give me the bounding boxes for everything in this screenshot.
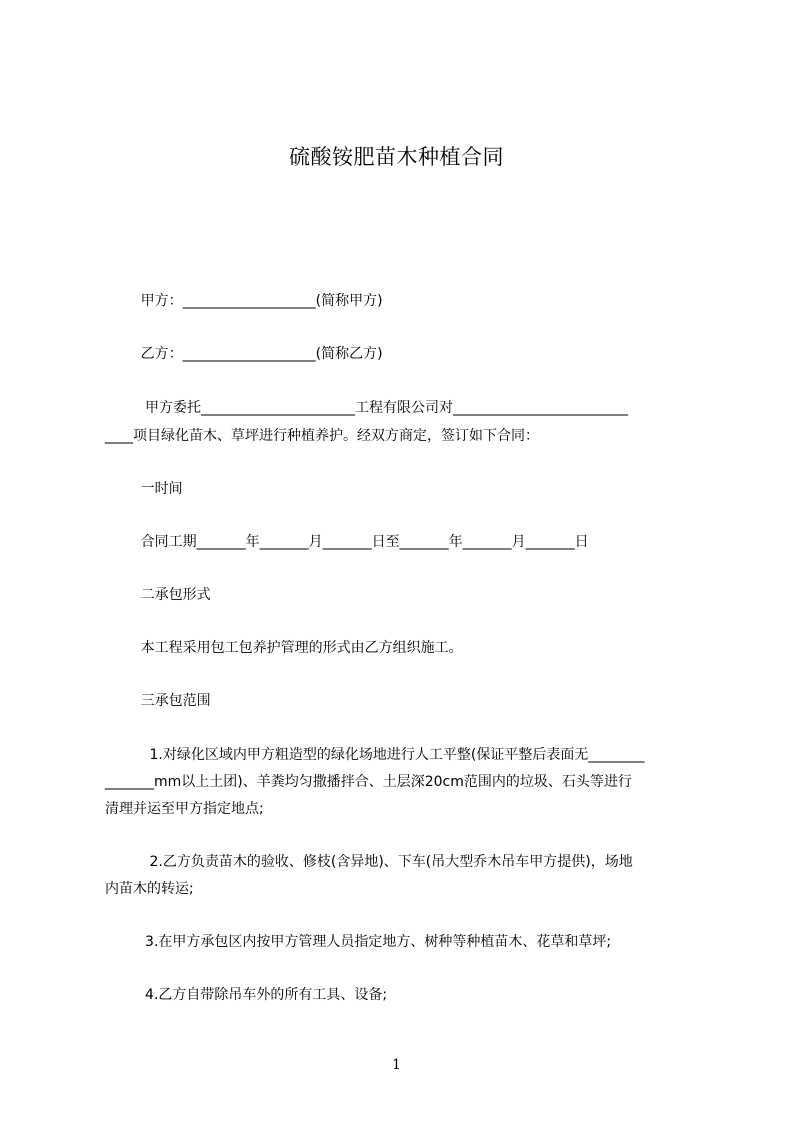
paragraph-line: 本工程采用包工包养护管理的形式由乙方组织施工。 bbox=[105, 640, 463, 656]
paragraph-line: 1.对绿化区域内甲方粗造型的绿化场地进行人工平整(保证平整后表面无________ bbox=[105, 747, 645, 763]
party-b-line: 乙方：___________________(简称乙方) bbox=[105, 346, 383, 362]
paragraph-line: 清理并运至甲方指定地点; bbox=[105, 801, 264, 817]
section-heading: 三承包范围 bbox=[105, 693, 211, 709]
page-number: 1 bbox=[392, 1057, 401, 1073]
paragraph-line: 3.在甲方承包区内按甲方管理人员指定地方、树种等种植苗木、花草和草坪; bbox=[105, 934, 612, 950]
paragraph-line: 内苗木的转运; bbox=[105, 881, 194, 897]
paragraph-line: 2.乙方负责苗木的验收、修枝(含异地)、下车(吊大型乔木吊车甲方提供)，场地 bbox=[105, 854, 633, 870]
paragraph-line: 4.乙方自带除吊车外的所有工具、设备; bbox=[105, 987, 388, 1003]
document-title: 硫酸铵肥苗木种植合同 bbox=[289, 145, 504, 169]
paragraph-line: 合同工期_______年_______月_______日至_______年_______月_______日 bbox=[105, 534, 589, 550]
paragraph-line: ____项目绿化苗木、草坪进行种植养护。经双方商定，签订如下合同： bbox=[105, 428, 539, 444]
party-a-line: 甲方：___________________(简称甲方) bbox=[105, 293, 383, 309]
section-heading: 二承包形式 bbox=[105, 587, 211, 603]
section-heading: 一时间 bbox=[105, 481, 183, 497]
paragraph-line: _______mm以上土团)、羊粪均匀撒播拌合、土层深20cm范围内的垃圾、石头等进行 bbox=[105, 774, 632, 790]
paragraph-line: 甲方委托______________________工程有限公司对_________________________ bbox=[105, 400, 629, 416]
